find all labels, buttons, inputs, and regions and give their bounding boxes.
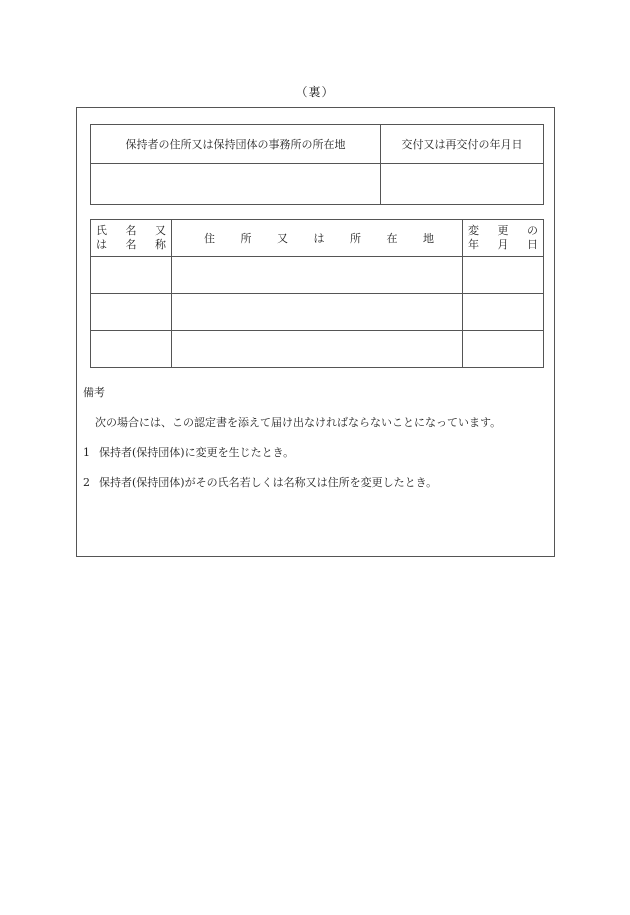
address-cell xyxy=(91,164,381,205)
name-cell xyxy=(91,294,172,331)
change-date-header xyxy=(463,220,544,257)
history-table xyxy=(90,219,544,368)
certificate-back-frame xyxy=(76,107,555,557)
name-header-line2: は 名 称 xyxy=(96,238,166,251)
table-row xyxy=(91,294,544,331)
change-date-cell xyxy=(463,331,544,368)
change-date-header-line1: 変 更 の xyxy=(468,224,538,237)
page-title: （裏） xyxy=(295,85,335,99)
note-text: 保持者(保持団体)がその氏名若しくは名称又は住所を変更したとき。 xyxy=(99,476,438,489)
change-date-header-line2: 年 月 日 xyxy=(468,238,538,251)
name-header xyxy=(91,220,172,257)
name-cell xyxy=(91,257,172,294)
table-row xyxy=(91,331,544,368)
location-cell xyxy=(172,257,463,294)
change-date-cell xyxy=(463,257,544,294)
notes-intro: 次の場合には、この認定書を添えて届け出なければならないことになっています。 xyxy=(95,416,502,429)
name-header-line1: 氏 名 又 xyxy=(96,224,166,237)
location-cell xyxy=(172,331,463,368)
note-number: 1 xyxy=(83,446,90,459)
location-cell xyxy=(172,294,463,331)
table-row xyxy=(91,257,544,294)
location-header: 住 所 又 は 所 在 地 xyxy=(172,220,463,257)
change-date-cell xyxy=(463,294,544,331)
note-item xyxy=(83,474,437,490)
note-number: 2 xyxy=(83,476,90,489)
note-text: 保持者(保持団体)に変更を生じたとき。 xyxy=(99,446,295,459)
issue-date-cell xyxy=(381,164,544,205)
issue-date-header: 交付又は再交付の年月日 xyxy=(381,125,544,164)
name-cell xyxy=(91,331,172,368)
address-header: 保持者の住所又は保持団体の事務所の所在地 xyxy=(91,125,381,164)
address-table xyxy=(90,124,544,205)
note-item xyxy=(83,444,294,460)
notes-heading: 備考 xyxy=(83,386,105,399)
